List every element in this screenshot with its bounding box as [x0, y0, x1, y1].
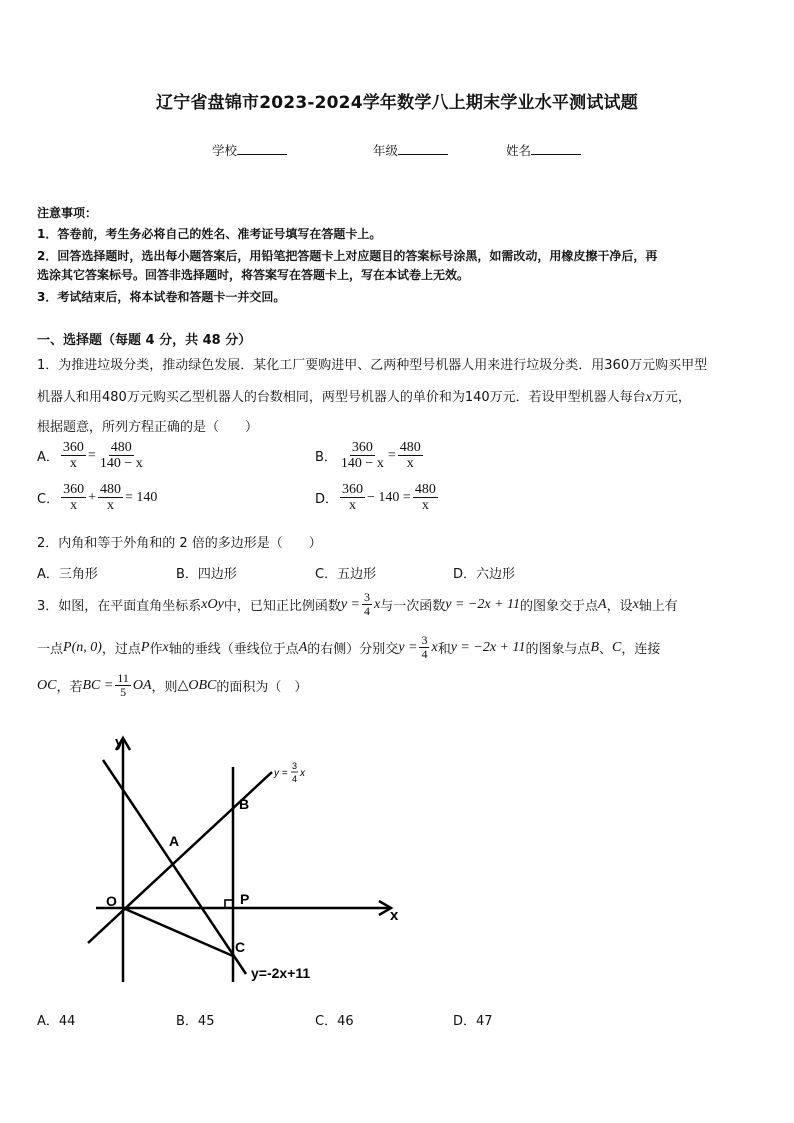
q3-text: ，设	[606, 599, 633, 615]
page-title: 辽宁省盘锦市2023-2024学年数学八上期末学业水平测试试题	[156, 93, 638, 113]
option-label: B．	[315, 450, 337, 466]
option-label: C．	[37, 492, 60, 508]
numerator: 480	[110, 440, 132, 455]
equation-tail: = 140	[124, 489, 158, 505]
q3-math: xOy	[201, 596, 224, 612]
line-y-neg2x-11	[103, 760, 246, 974]
denominator: x	[421, 498, 429, 514]
q2-option-b[interactable]: B．四边形	[176, 567, 237, 582]
q3-math: y =	[340, 596, 361, 612]
q1-option-d[interactable]	[315, 482, 438, 514]
q2-text: 2．内角和等于外角和的 2 倍的多边形是（ ）	[37, 536, 322, 551]
school-blank	[237, 143, 287, 155]
denominator: 4	[421, 647, 428, 662]
q3-text: 轴的垂线（垂线位于点	[168, 642, 299, 658]
section-heading: 一、选择题（每题 4 分，共 48 分）	[37, 333, 252, 348]
q3-text: ，过点	[101, 642, 141, 658]
q2-option-a[interactable]: A．三角形	[37, 567, 98, 582]
grade-field	[373, 141, 448, 159]
q3-line-3	[37, 672, 307, 699]
numerator: 480	[399, 440, 421, 455]
point-b-label: B	[239, 796, 250, 812]
q3-option-d[interactable]: D．47	[453, 1014, 493, 1029]
q3-math: A	[598, 596, 607, 612]
notes-heading: 注意事项：	[37, 206, 98, 220]
q1-line-2-text: 机器人和用480万元购买乙型机器人的台数相同，两型号机器人的单价和为140万元．若设甲型机器人每台	[37, 390, 646, 405]
operator: +	[88, 489, 96, 505]
q3-figure	[0, 720, 794, 1010]
name-blank	[531, 143, 581, 155]
q3-option-a[interactable]: A．44	[37, 1014, 76, 1029]
q3-option-b[interactable]: B．45	[176, 1014, 215, 1029]
q3-text: 的图象与点	[525, 642, 591, 658]
q3-math: OC	[37, 677, 57, 693]
y-axis-label: y	[115, 734, 124, 751]
note-item-3: 3．考试结束后，将本试卷和答题卡一并交回。	[37, 290, 286, 304]
q3-text: 、	[599, 642, 613, 658]
denominator: x	[349, 498, 357, 514]
q3-text: 和	[437, 642, 451, 658]
note-item-1: 1．答卷前，考生务必将自己的姓名、准考证号填写在答题卡上。	[37, 227, 382, 241]
q3-math: y =	[398, 639, 418, 655]
option-label: A．	[37, 450, 59, 466]
q3-math: x	[431, 639, 438, 655]
numerator: 360	[63, 482, 85, 497]
x-axis-label: x	[390, 907, 399, 924]
q1-line-3: 根据题意，所列方程正确的是（ ）	[37, 420, 259, 435]
q3-math: P(n, 0)	[63, 639, 102, 655]
denominator: x	[70, 498, 78, 514]
line1-label-prefix: y =	[274, 768, 288, 779]
denominator: x	[406, 456, 414, 472]
q3-math: BC =	[82, 677, 114, 693]
q1-option-a[interactable]	[37, 440, 145, 472]
q3-text: 的面积为（ ）	[216, 680, 308, 696]
note-item-2-cont: 选涂其它答案标号。回答非选择题时，将答案写在答题卡上，写在本试卷上无效。	[37, 268, 470, 282]
q3-text: ，则	[151, 680, 178, 696]
option-label: D．	[315, 492, 339, 508]
numerator: 360	[62, 440, 84, 455]
origin-label: O	[106, 893, 117, 909]
q1-option-c[interactable]	[37, 482, 157, 514]
name-field	[506, 141, 581, 159]
q3-text: 作	[149, 642, 163, 658]
q3-text: ，连接	[621, 642, 661, 658]
denominator: x	[69, 456, 77, 472]
grade-blank	[398, 143, 448, 155]
denominator: 140 − x	[99, 456, 143, 472]
q3-text: 的图象交于点	[519, 599, 598, 615]
denominator: 4	[364, 604, 371, 619]
numerator: 360	[351, 440, 373, 455]
q3-math: y = −2x + 11	[445, 596, 520, 612]
q3-math: x	[632, 596, 639, 612]
q3-math: A	[298, 639, 308, 655]
q1-line-1: 1．为推进垃圾分类，推动绿色发展．某化工厂要购进甲、乙两种型号机器人用来进行垃圾分类．用360万元购买甲型	[37, 358, 708, 373]
operator: =	[387, 447, 396, 463]
q3-line-2	[37, 634, 660, 661]
grade-label: 年级	[373, 143, 399, 158]
numerator: 480	[99, 482, 121, 497]
q3-text: 中，已知正比例函数	[223, 599, 341, 615]
q3-math: x	[162, 639, 169, 655]
point-a-label: A	[169, 833, 180, 849]
line1-label-var: x	[300, 768, 305, 779]
line2-label: y=-2x+11	[251, 965, 311, 981]
equation-middle: − 140 =	[367, 489, 411, 505]
q3-text: 3．如图，在平面直角坐标系	[37, 599, 202, 615]
q1-option-b[interactable]	[315, 440, 423, 472]
q1-variable: x	[645, 390, 652, 405]
school-label: 学校	[212, 143, 238, 158]
q3-math: OA	[132, 677, 152, 693]
q2-option-d[interactable]: D．六边形	[453, 567, 516, 582]
q3-math: C	[612, 639, 622, 655]
numerator: 11	[117, 671, 129, 685]
name-label: 姓名	[506, 143, 532, 158]
point-p-label: P	[240, 891, 250, 907]
q3-text: 一点	[37, 642, 64, 658]
q1-line-2-end: 万元，	[651, 390, 691, 405]
denominator: 5	[120, 685, 127, 700]
q3-math: △OBC	[177, 678, 217, 694]
q1-line-2	[37, 386, 691, 406]
q2-option-c[interactable]: C．五边形	[315, 567, 377, 582]
q3-math: y = −2x + 11	[450, 639, 526, 655]
q3-math: B	[590, 639, 600, 655]
operator: =	[87, 447, 96, 463]
q3-line-1	[37, 591, 678, 618]
q3-text: 与一次函数	[380, 599, 446, 615]
numerator: 3	[421, 633, 428, 647]
numerator: 360	[342, 482, 364, 497]
point-c-label: C	[235, 939, 246, 955]
school-field	[212, 141, 287, 159]
q3-text: ，若	[56, 680, 83, 696]
numerator: 480	[414, 482, 436, 497]
q3-math: P	[140, 639, 150, 655]
q3-text: 轴上有	[638, 599, 678, 615]
numerator: 3	[364, 590, 371, 604]
denominator: x	[106, 498, 114, 514]
q3-text: 的右侧）分别交	[307, 642, 399, 658]
denominator: 140 − x	[340, 456, 384, 472]
note-item-2: 2．回答选择题时，选出每小题答案后，用铅笔把答题卡上对应题目的答案标号涂黑，如需改动，用橡皮擦干净后，再	[37, 249, 658, 263]
q3-math: x	[374, 596, 381, 612]
line1-label-den: 4	[292, 774, 298, 784]
line1-label-num: 3	[292, 761, 298, 771]
q3-option-c[interactable]: C．46	[315, 1014, 354, 1029]
